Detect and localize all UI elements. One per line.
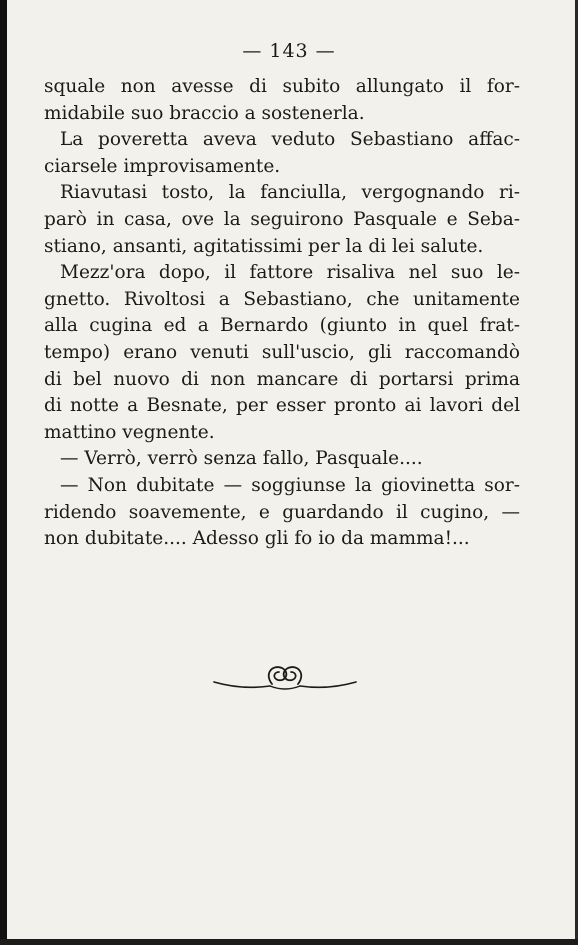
text-line: di bel nuovo di non mancare di portarsi prima [44, 368, 520, 390]
page-bottom-edge [0, 939, 578, 945]
text-line: parò in casa, ove la seguirono Pasquale e Seba- [44, 208, 520, 230]
text-line: ciarsele improvisamente. [44, 155, 281, 177]
text-line: La poveretta aveva veduto Sebastiano affac- [60, 129, 520, 151]
text-line: ridendo soavemente, e guardando il cugino, — [44, 501, 520, 523]
tailpiece-flourish-icon [212, 660, 358, 700]
text-line: stiano, ansanti, agitatissimi per la di lei salute. [44, 235, 484, 257]
text-line: squale non avesse di subito allungato il for- [44, 76, 520, 97]
text-line: gnetto. Rivoltosi a Sebastiano, che unitamente [44, 288, 520, 310]
page-number: — 143 — [242, 40, 336, 62]
text-line: Mezz'ora dopo, il fattore risaliva nel suo le- [60, 262, 520, 284]
text-line: non dubitate.... Adesso gli fo io da mamma!... [44, 528, 470, 550]
text-line: — Non dubitate — soggiunse la giovinetta sor- [60, 474, 520, 496]
text-line: alla cugina ed a Bernardo (giunto in quel frat- [44, 315, 520, 337]
body-text [44, 74, 520, 553]
text-line: di notte a Besnate, per esser pronto ai lavori del [44, 395, 520, 417]
text-line: midabile suo braccio a sostenerla. [44, 102, 365, 124]
text-line: Riavutasi tosto, la fanciulla, vergognando ri- [60, 182, 520, 204]
text-line: mattino vegnente. [44, 421, 215, 443]
text-line: — Verrò, verrò senza fallo, Pasquale.... [60, 448, 423, 470]
text-line: tempo) erano venuti sull'uscio, gli raccomandò [44, 341, 520, 363]
binding-edge [0, 0, 7, 945]
